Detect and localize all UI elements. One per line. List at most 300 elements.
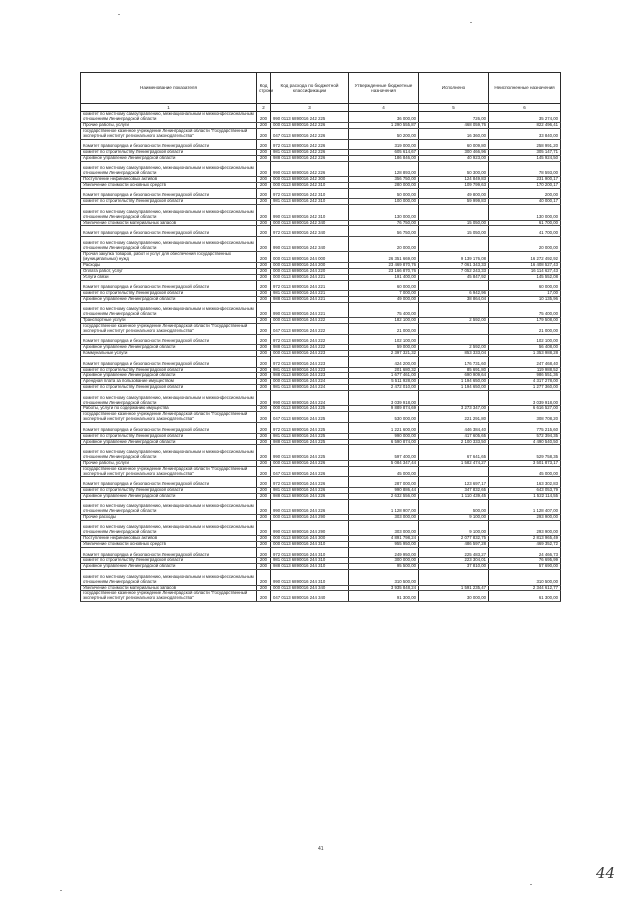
cell-unexecuted: 24 466,73	[489, 553, 561, 558]
cell-classification-code: 000 0113 6890016 242 226	[271, 122, 349, 128]
cell-indicator-name: Коммунальные услуги	[81, 351, 257, 357]
cell-unexecuted: 529 758,35	[489, 450, 561, 460]
cell-classification-code: 981 0113 6890016 242 226	[271, 149, 349, 155]
cell-indicator-name: государственное казенное учреждение Ленинградской области "Государственный экспертный институт регионального законодательства"	[81, 591, 257, 602]
cell-approved: 597 400,00	[349, 450, 419, 460]
cell-unexecuted: 3 501 873,17	[489, 460, 561, 466]
cell-line-code: 200	[257, 128, 271, 139]
cell-unexecuted: 179 508,00	[489, 318, 561, 324]
column-number: 4	[349, 104, 419, 112]
cell-classification-code: 981 0113 6890016 242 310	[271, 199, 349, 205]
cell-indicator-name: Комитет правопорядка и безопасности Ленинградской области	[81, 482, 257, 487]
cell-indicator-name: Комитет правопорядка и безопасности Ленинградской области	[81, 231, 257, 236]
cell-indicator-name: Архивное управление Ленинградской области	[81, 155, 257, 161]
cell-executed: 49 800,00	[419, 193, 489, 198]
cell-indicator-name: Комитет правопорядка и безопасности Ленинградской области	[81, 362, 257, 367]
cell-line-code: 200	[257, 396, 271, 406]
cell-approved: 182 100,00	[349, 318, 419, 324]
header-line-code: Код строки	[257, 73, 271, 104]
cell-approved: 2 472 010,00	[349, 385, 419, 391]
column-number: 6	[489, 104, 561, 112]
cell-indicator-name: комитет по строительству Ленинградской области	[81, 149, 257, 155]
column-number: 2	[257, 104, 271, 112]
cell-classification-code: 990 0113 6890016 244 224	[271, 396, 349, 406]
cell-line-code: 200	[257, 536, 271, 542]
cell-line-code: 200	[257, 406, 271, 412]
table-header-row	[81, 73, 561, 104]
cell-approved: 1 221 600,00	[349, 428, 419, 433]
cell-executed	[419, 307, 489, 317]
cell-classification-code: 000 0113 6890016 244 340	[271, 585, 349, 591]
cell-indicator-name: комитет по строительству Ленинградской области	[81, 199, 257, 205]
cell-line-code: 200	[257, 367, 271, 373]
table-row	[81, 166, 561, 176]
cell-classification-code: 988 0113 6890016 244 310	[271, 564, 349, 570]
cell-unexecuted: 986 551,36	[489, 373, 561, 379]
cell-unexecuted: 305 147,71	[489, 149, 561, 155]
cell-indicator-name: Комитет правопорядка и безопасности Ленинградской области	[81, 428, 257, 433]
cell-line-code: 200	[257, 575, 271, 585]
cell-indicator-name: Прочая закупка товаров, работ и услуг для обеспечения государственных (муниципальных) нужд	[81, 252, 257, 263]
cell-executed: 67 641,65	[419, 450, 489, 460]
cell-line-code: 200	[257, 504, 271, 514]
cell-classification-code: 000 0113 6890016 244 221	[271, 274, 349, 280]
cell-approved: 76 750,00	[349, 220, 419, 226]
cell-indicator-name: Транспортные услуги	[81, 318, 257, 324]
cell-unexecuted: 2 344 612,77	[489, 585, 561, 591]
cell-approved: 100 000,00	[349, 199, 419, 205]
cell-unexecuted: 1 522 114,55	[489, 493, 561, 499]
cell-classification-code: 981 0113 6890016 244 225	[271, 433, 349, 439]
table-body	[81, 112, 561, 602]
cell-unexecuted: 75 400,00	[489, 307, 561, 317]
cell-unexecuted: 60 000,00	[489, 285, 561, 290]
header-executed: Исполнено	[419, 73, 489, 104]
cell-unexecuted: 1 128 407,00	[489, 504, 561, 514]
cell-line-code: 200	[257, 362, 271, 367]
cell-indicator-name: комитет по местному самоуправлению, межнациональным и межконфессиональным отношениям Ленинградской области	[81, 450, 257, 460]
cell-unexecuted: 16 272 492,92	[489, 252, 561, 263]
cell-approved: 300 000,00	[349, 558, 419, 564]
cell-approved: 5 511 928,00	[349, 379, 419, 385]
cell-indicator-name: Комитет правопорядка и безопасности Ленинградской области	[81, 339, 257, 344]
cell-indicator-name: Комитет правопорядка и безопасности Ленинградской области	[81, 193, 257, 198]
cell-line-code: 200	[257, 591, 271, 602]
cell-line-code: 200	[257, 345, 271, 351]
cell-approved: 9 889 874,69	[349, 406, 419, 412]
cell-indicator-name: комитет по строительству Ленинградской области	[81, 291, 257, 297]
cell-indicator-name: Арендная плата за пользование имуществом	[81, 379, 257, 385]
cell-approved: 36 000,00	[349, 112, 419, 123]
cell-indicator-name: комитет по строительству Ленинградской области	[81, 558, 257, 564]
cell-line-code: 200	[257, 241, 271, 251]
table-row	[81, 252, 561, 263]
cell-unexecuted: 76 695,99	[489, 558, 561, 564]
cell-indicator-name: комитет по строительству Ленинградской области	[81, 385, 257, 391]
cell-approved: 2 632 556,00	[349, 493, 419, 499]
cell-unexecuted: 61 300,00	[489, 591, 561, 602]
cell-unexecuted: 247 468,40	[489, 362, 561, 367]
cell-approved: 56 750,00	[349, 231, 419, 236]
cell-classification-code: 990 0113 6890016 244 290	[271, 525, 349, 535]
cell-classification-code: 990 0113 6890016 242 310	[271, 210, 349, 220]
cell-approved: 50 000,00	[349, 193, 419, 198]
cell-executed	[419, 210, 489, 220]
table-row	[81, 412, 561, 423]
cell-classification-code: 000 0113 6890016 244 225	[271, 406, 349, 412]
handwritten-page-number: 44	[596, 864, 616, 882]
cell-classification-code: 981 0113 6890016 244 224	[271, 385, 349, 391]
cell-approved: 280 000,00	[349, 182, 419, 188]
cell-classification-code: 000 0113 6890016 244 226	[271, 460, 349, 466]
cell-executed: 446 384,40	[419, 428, 489, 433]
cell-executed: 2 592,00	[419, 345, 489, 351]
cell-approved: 3 039 918,00	[349, 396, 419, 406]
cell-classification-code: 047 0113 6890016 244 226	[271, 466, 349, 477]
cell-unexecuted: 1 277 360,00	[489, 385, 561, 391]
cell-unexecuted: 308 708,20	[489, 412, 561, 423]
cell-line-code: 200	[257, 318, 271, 324]
cell-approved: 20 000,00	[349, 241, 419, 251]
cell-approved: 6 590 874,00	[349, 439, 419, 445]
cell-unexecuted: 45 000,00	[489, 466, 561, 477]
cell-indicator-name: Архивное управление Ленинградской области	[81, 493, 257, 499]
cell-unexecuted: 16 408 527,43	[489, 262, 561, 268]
header-unexecuted: Неисполненные назначения	[489, 73, 561, 104]
cell-executed: 50 300,00	[419, 166, 489, 176]
cell-indicator-name: комитет по местному самоуправлению, межнациональным и межконфессиональным отношениям Ленинградской области	[81, 112, 257, 123]
cell-executed: 40 923,00	[419, 155, 489, 161]
cell-unexecuted: 10 135,96	[489, 296, 561, 302]
cell-classification-code: 972 0113 6890016 244 225	[271, 428, 349, 433]
cell-unexecuted: 17,00	[489, 291, 561, 297]
cell-unexecuted: 130 000,00	[489, 210, 561, 220]
cell-line-code: 200	[257, 220, 271, 226]
cell-classification-code: 981 0113 6890016 244 221	[271, 291, 349, 297]
cell-line-code: 200	[257, 149, 271, 155]
cell-approved: 605 614,67	[349, 149, 419, 155]
cell-approved: 4 891 798,24	[349, 536, 419, 542]
cell-classification-code: 000 0113 6890016 244 220	[271, 268, 349, 274]
table-row	[81, 466, 561, 477]
cell-classification-code: 000 0113 6890016 244 300	[271, 536, 349, 542]
cell-executed: 9 139 176,08	[419, 252, 489, 263]
cell-classification-code: 000 0113 6890016 242 340	[271, 220, 349, 226]
cell-indicator-name: Услуги связи	[81, 274, 257, 280]
cell-indicator-name: Оплата работ, услуг	[81, 268, 257, 274]
cell-executed: 38 864,04	[419, 296, 489, 302]
cell-executed: 30 000,00	[419, 591, 489, 602]
cell-indicator-name: Увеличение стоимости основных средств	[81, 542, 257, 548]
cell-line-code: 200	[257, 558, 271, 564]
cell-executed: 123 697,17	[419, 482, 489, 487]
cell-line-code: 200	[257, 155, 271, 161]
cell-approved: 45 000,00	[349, 466, 419, 477]
cell-unexecuted: 643 053,79	[489, 487, 561, 493]
cell-indicator-name: Поступление нефинансовых активов	[81, 177, 257, 183]
cell-indicator-name: Архивное управление Ленинградской области	[81, 373, 257, 379]
cell-classification-code: 047 0113 6890016 244 222	[271, 324, 349, 335]
cell-line-code: 200	[257, 268, 271, 274]
cell-executed: 347 832,65	[419, 487, 489, 493]
cell-unexecuted: 2 813 965,49	[489, 536, 561, 542]
cell-approved: 102 100,00	[349, 339, 419, 344]
cell-approved: 186 846,00	[349, 155, 419, 161]
cell-executed: 223 304,01	[419, 558, 489, 564]
cell-classification-code: 047 0113 6890016 244 225	[271, 412, 349, 423]
cell-executed: 1 194 650,00	[419, 379, 489, 385]
cell-line-code: 200	[257, 262, 271, 268]
cell-indicator-name: Увеличение стоимости материальных запасов	[81, 585, 257, 591]
cell-indicator-name: Прочие работы, услуги	[81, 122, 257, 128]
cell-unexecuted: 33 840,00	[489, 128, 561, 139]
cell-unexecuted: 56 408,00	[489, 345, 561, 351]
cell-unexecuted: 258 991,20	[489, 144, 561, 149]
cell-line-code: 200	[257, 482, 271, 487]
table-row	[81, 396, 561, 406]
cell-unexecuted: 40 000,17	[489, 199, 561, 205]
cell-line-code: 200	[257, 285, 271, 290]
cell-executed: 7 061 343,33	[419, 262, 489, 268]
cell-indicator-name: Комитет правопорядка и безопасности Ленинградской области	[81, 144, 257, 149]
header-classification-code: Код расхода по бюджетной классификации	[271, 73, 349, 104]
cell-line-code: 200	[257, 493, 271, 499]
cell-indicator-name: Работы, услуги по содержанию имущества	[81, 406, 257, 412]
cell-line-code: 200	[257, 379, 271, 385]
cell-executed: 500,00	[419, 504, 489, 514]
cell-line-code: 200	[257, 542, 271, 548]
cell-approved: 26 351 669,00	[349, 252, 419, 263]
cell-unexecuted: 16 114 627,43	[489, 268, 561, 274]
small-page-number: 41	[318, 846, 324, 852]
cell-approved: 1 128 907,00	[349, 504, 419, 514]
cell-line-code: 200	[257, 144, 271, 149]
cell-executed	[419, 466, 489, 477]
cell-executed: 109 799,63	[419, 182, 489, 188]
cell-indicator-name: Увеличение стоимости основных средств	[81, 182, 257, 188]
header-approved-appropriations: Утвержденные бюджетные назначения	[349, 73, 419, 104]
cell-unexecuted: 21 000,00	[489, 324, 561, 335]
cell-approved: 990 000,00	[349, 433, 419, 439]
table-row	[81, 210, 561, 220]
cell-classification-code: 990 0113 6890016 242 340	[271, 241, 349, 251]
cell-unexecuted: 61 700,00	[489, 220, 561, 226]
cell-indicator-name: Комитет правопорядка и безопасности Ленинградской области	[81, 553, 257, 558]
cell-indicator-name: Архивное управление Ленинградской области	[81, 345, 257, 351]
table-row	[81, 112, 561, 123]
cell-indicator-name: комитет по строительству Ленинградской области	[81, 367, 257, 373]
cell-indicator-name: Поступление нефинансовых активов	[81, 536, 257, 542]
cell-line-code: 200	[257, 324, 271, 335]
cell-line-code: 200	[257, 166, 271, 176]
cell-approved: 59 000,00	[349, 345, 419, 351]
cell-executed	[419, 241, 489, 251]
cell-approved: 49 000,00	[349, 296, 419, 302]
cell-unexecuted: 822 496,41	[489, 122, 561, 128]
cell-line-code: 200	[257, 564, 271, 570]
cell-classification-code: 988 0113 6890016 244 225	[271, 439, 349, 445]
cell-line-code: 200	[257, 177, 271, 183]
cell-indicator-name: комитет по местному самоуправлению, межнациональным и межконфессиональным отношениям Ленинградской области	[81, 504, 257, 514]
cell-executed: 15 050,00	[419, 220, 489, 226]
cell-approved: 128 893,00	[349, 166, 419, 176]
cell-classification-code: 000 0113 6890016 244 223	[271, 351, 349, 357]
cell-classification-code: 988 0113 6890016 244 221	[271, 296, 349, 302]
table-row	[81, 324, 561, 335]
cell-unexecuted: 145 552,08	[489, 274, 561, 280]
cell-indicator-name: комитет по местному самоуправлению, межнациональным и межконфессиональным отношениям Ленинградской области	[81, 525, 257, 535]
scan-speck	[470, 22, 472, 23]
table-row	[81, 591, 561, 602]
cell-approved: 955 950,00	[349, 542, 419, 548]
cell-indicator-name: Прочие работы, услуги	[81, 460, 257, 466]
cell-approved: 21 000,00	[349, 324, 419, 335]
cell-classification-code: 981 0113 6890016 244 223	[271, 367, 349, 373]
cell-approved: 990 886,44	[349, 487, 419, 493]
cell-approved: 2 397 321,32	[349, 351, 419, 357]
cell-classification-code: 988 0113 6890016 244 223	[271, 373, 349, 379]
cell-executed: 59 999,83	[419, 199, 489, 205]
cell-unexecuted: 4 317 278,00	[489, 379, 561, 385]
cell-line-code: 200	[257, 585, 271, 591]
cell-indicator-name: государственное казенное учреждение Ленинградской области "Государственный экспертный институт регионального законодательства"	[81, 466, 257, 477]
cell-unexecuted: 57 690,00	[489, 564, 561, 570]
cell-executed: 1 582 474,27	[419, 460, 489, 466]
cell-executed: 221 291,80	[419, 412, 489, 423]
cell-unexecuted: 119 988,52	[489, 367, 561, 373]
cell-unexecuted: 78 593,00	[489, 166, 561, 176]
cell-executed: 37 810,00	[419, 564, 489, 570]
cell-classification-code: 972 0113 6890016 244 226	[271, 482, 349, 487]
cell-line-code: 200	[257, 428, 271, 433]
cell-unexecuted: 293 900,00	[489, 525, 561, 535]
table-row	[81, 241, 561, 251]
scan-speck	[118, 14, 120, 15]
cell-indicator-name: комитет по строительству Ленинградской области	[81, 487, 257, 493]
cell-indicator-name: комитет по строительству Ленинградской области	[81, 433, 257, 439]
cell-classification-code: 990 0113 6890016 242 225	[271, 112, 349, 123]
cell-classification-code: 047 0113 6890016 242 226	[271, 128, 349, 139]
cell-executed: 6 942,96	[419, 291, 489, 297]
cell-classification-code: 988 0113 6890016 244 222	[271, 345, 349, 351]
cell-executed: 3 273 347,00	[419, 406, 489, 412]
column-number: 5	[419, 104, 489, 112]
table-row	[81, 128, 561, 139]
cell-line-code: 200	[257, 291, 271, 297]
cell-executed: 417 605,65	[419, 433, 489, 439]
cell-executed: 85 691,80	[419, 367, 489, 373]
cell-executed: 1 110 439,45	[419, 493, 489, 499]
cell-line-code: 200	[257, 252, 271, 263]
cell-unexecuted: 3 039 918,00	[489, 396, 561, 406]
cell-approved: 23 469 870,76	[349, 262, 419, 268]
cell-unexecuted: 102 100,00	[489, 339, 561, 344]
cell-approved: 7 000,00	[349, 291, 419, 297]
cell-indicator-name: Комитет правопорядка и безопасности Ленинградской области	[81, 285, 257, 290]
cell-approved: 201 680,32	[349, 367, 419, 373]
cell-unexecuted: 170 200,17	[489, 182, 561, 188]
cell-indicator-name: Архивное управление Ленинградской области	[81, 439, 257, 445]
cell-approved: 130 000,00	[349, 210, 419, 220]
cell-approved: 287 000,00	[349, 482, 419, 487]
cell-indicator-name: Прочие расходы	[81, 514, 257, 520]
cell-line-code: 200	[257, 210, 271, 220]
cell-executed: 853 333,04	[419, 351, 489, 357]
cell-executed: 9 100,00	[419, 514, 489, 520]
cell-line-code: 200	[257, 412, 271, 423]
cell-line-code: 200	[257, 466, 271, 477]
cell-executed: 9 100,00	[419, 525, 489, 535]
cell-line-code: 200	[257, 193, 271, 198]
cell-classification-code: 972 0113 6890016 242 226	[271, 144, 349, 149]
cell-executed: 726,00	[419, 112, 489, 123]
cell-executed: 15 050,00	[419, 231, 489, 236]
cell-approved: 23 166 870,76	[349, 268, 419, 274]
cell-classification-code: 981 0113 6890016 244 310	[271, 558, 349, 564]
cell-indicator-name: комитет по местному самоуправлению, межнациональным и межконфессиональным отношениям Ленинградской области	[81, 210, 257, 220]
cell-line-code: 200	[257, 460, 271, 466]
cell-executed: 60 009,80	[419, 144, 489, 149]
table-row	[81, 504, 561, 514]
cell-line-code: 200	[257, 514, 271, 520]
cell-unexecuted: 231 900,17	[489, 177, 561, 183]
cell-classification-code: 000 0113 6890016 242 300	[271, 177, 349, 183]
cell-classification-code: 047 0113 6890016 244 340	[271, 591, 349, 602]
cell-approved: 356 750,00	[349, 177, 419, 183]
cell-unexecuted: 1 353 988,28	[489, 351, 561, 357]
cell-indicator-name: государственное казенное учреждение Ленинградской области "Государственный экспертный институт регионального законодательства"	[81, 128, 257, 139]
budget-execution-table	[80, 72, 561, 602]
cell-classification-code: 000 0113 6890016 244 224	[271, 379, 349, 385]
cell-line-code: 200	[257, 199, 271, 205]
cell-executed: 45 847,92	[419, 274, 489, 280]
cell-approved: 310 500,00	[349, 575, 419, 585]
cell-classification-code: 988 0113 6890016 244 226	[271, 493, 349, 499]
cell-classification-code: 972 0113 6890016 244 222	[271, 339, 349, 344]
cell-unexecuted: 200,00	[489, 193, 561, 198]
cell-line-code: 200	[257, 122, 271, 128]
cell-indicator-name: комитет по местному самоуправлению, межнациональным и межконфессиональным отношениям Ленинградской области	[81, 396, 257, 406]
cell-line-code: 200	[257, 182, 271, 188]
cell-executed: 300 466,96	[419, 149, 489, 155]
cell-approved: 1 290 555,87	[349, 122, 419, 128]
cell-classification-code: 981 0113 6890016 244 226	[271, 487, 349, 493]
cell-executed: 7 052 243,33	[419, 268, 489, 274]
cell-executed: 1 194 650,00	[419, 385, 489, 391]
cell-approved: 95 500,00	[349, 564, 419, 570]
cell-line-code: 200	[257, 296, 271, 302]
cell-line-code: 200	[257, 112, 271, 123]
table-row	[81, 525, 561, 535]
cell-line-code: 200	[257, 439, 271, 445]
cell-classification-code: 972 0113 6890016 244 310	[271, 553, 349, 558]
cell-unexecuted: 310 500,00	[489, 575, 561, 585]
cell-executed: 2 592,00	[419, 318, 489, 324]
table-row	[81, 450, 561, 460]
cell-executed: 16 360,00	[419, 128, 489, 139]
cell-line-code: 200	[257, 487, 271, 493]
cell-classification-code: 000 0113 6890016 244 000	[271, 252, 349, 263]
cell-executed: 1 591 235,47	[419, 585, 489, 591]
scan-speck	[530, 884, 532, 885]
scan-speck	[60, 890, 62, 891]
cell-classification-code: 000 0113 6890016 242 310	[271, 182, 349, 188]
cell-line-code: 200	[257, 307, 271, 317]
cell-executed: 176 731,60	[419, 362, 489, 367]
cell-unexecuted: 41 700,00	[489, 231, 561, 236]
cell-approved: 191 400,00	[349, 274, 419, 280]
cell-line-code: 200	[257, 373, 271, 379]
